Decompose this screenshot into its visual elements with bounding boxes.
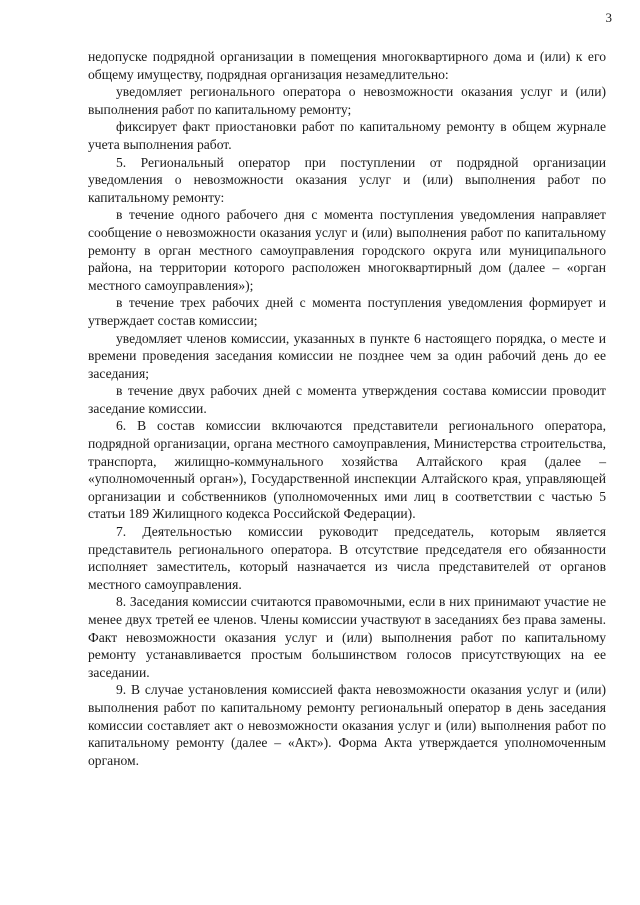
paragraph-item-6: 6. В состав комиссии включаются представители регионального оператора, подрядной организации, органа местного самоуправления, Министерства строительства, транспорта, жилищно-коммунального хозяйства Алтайского края (далее – «уполномоченный орган»), Государственной инспекции Алтайского края, управляющей организации и собственников (уполномоченных ими лиц в соответствии с частью 5 статьи 189 Жилищного кодекса Российской Федерации). (88, 418, 606, 522)
paragraph-item-5: 5. Региональный оператор при поступлении от подрядной организации уведомления о невозможности оказания услуг и (или) выполнения работ по капитальному ремонту: (88, 154, 606, 205)
paragraph-continuation: недопуске подрядной организации в помещения многоквартирного дома и (или) к его общему имуществу, подрядная организация незамедлительно: (88, 49, 606, 82)
paragraph-item-8: 8. Заседания комиссии считаются правомочными, если в них принимают участие не менее двух третей ее членов. Члены комиссии участвуют в заседаниях без права замены. Факт невозможности оказания услуг и (или) выполнения работ по капитальному ремонту устанавливается простым большинством голосов присутствующих на ее заседании. (88, 594, 606, 680)
paragraph-item-5-sub-4: в течение двух рабочих дней с момента утверждения состава комиссии проводит заседание комиссии. (88, 383, 606, 416)
paragraph-item-7: 7. Деятельностью комиссии руководит председатель, которым является представитель регионального оператора. В отсутствие председателя его обязанности исполняет заместитель, который назначается из числа представителей от органов местного самоуправления. (88, 524, 606, 592)
paragraph-notify-operator: уведомляет регионального оператора о невозможности оказания услуг и (или) выполнения работ по капитальному ремонту; (88, 84, 606, 117)
document-body (88, 48, 606, 769)
paragraph-item-5-sub-2: в течение трех рабочих дней с момента поступления уведомления формирует и утверждает состав комиссии; (88, 295, 606, 328)
paragraph-item-9: 9. В случае установления комиссией факта невозможности оказания услуг и (или) выполнения работ по капитальному ремонту региональный оператор в день заседания комиссии составляет акт о невозможности оказания услуг и (или) выполнения работ по капитальному ремонту (далее – «Акт»). Форма Акта утверждается уполномоченным органом. (88, 682, 606, 768)
page-number: 3 (605, 10, 612, 25)
paragraph-record-suspension: фиксирует факт приостановки работ по капитальному ремонту в общем журнале учета выполнения работ. (88, 119, 606, 152)
paragraph-item-5-sub-1: в течение одного рабочего дня с момента поступления уведомления направляет сообщение о невозможности оказания услуг и (или) выполнения работ по капитальному ремонту в орган местного самоуправления городского округа или муниципального района, на территории которого расположен многоквартирный дом (далее – «орган местного самоуправления»); (88, 207, 606, 293)
paragraph-item-5-sub-3: уведомляет членов комиссии, указанных в пункте 6 настоящего порядка, о месте и времени проведения заседания комиссии не позднее чем за один рабочий день до ее заседания; (88, 330, 606, 381)
